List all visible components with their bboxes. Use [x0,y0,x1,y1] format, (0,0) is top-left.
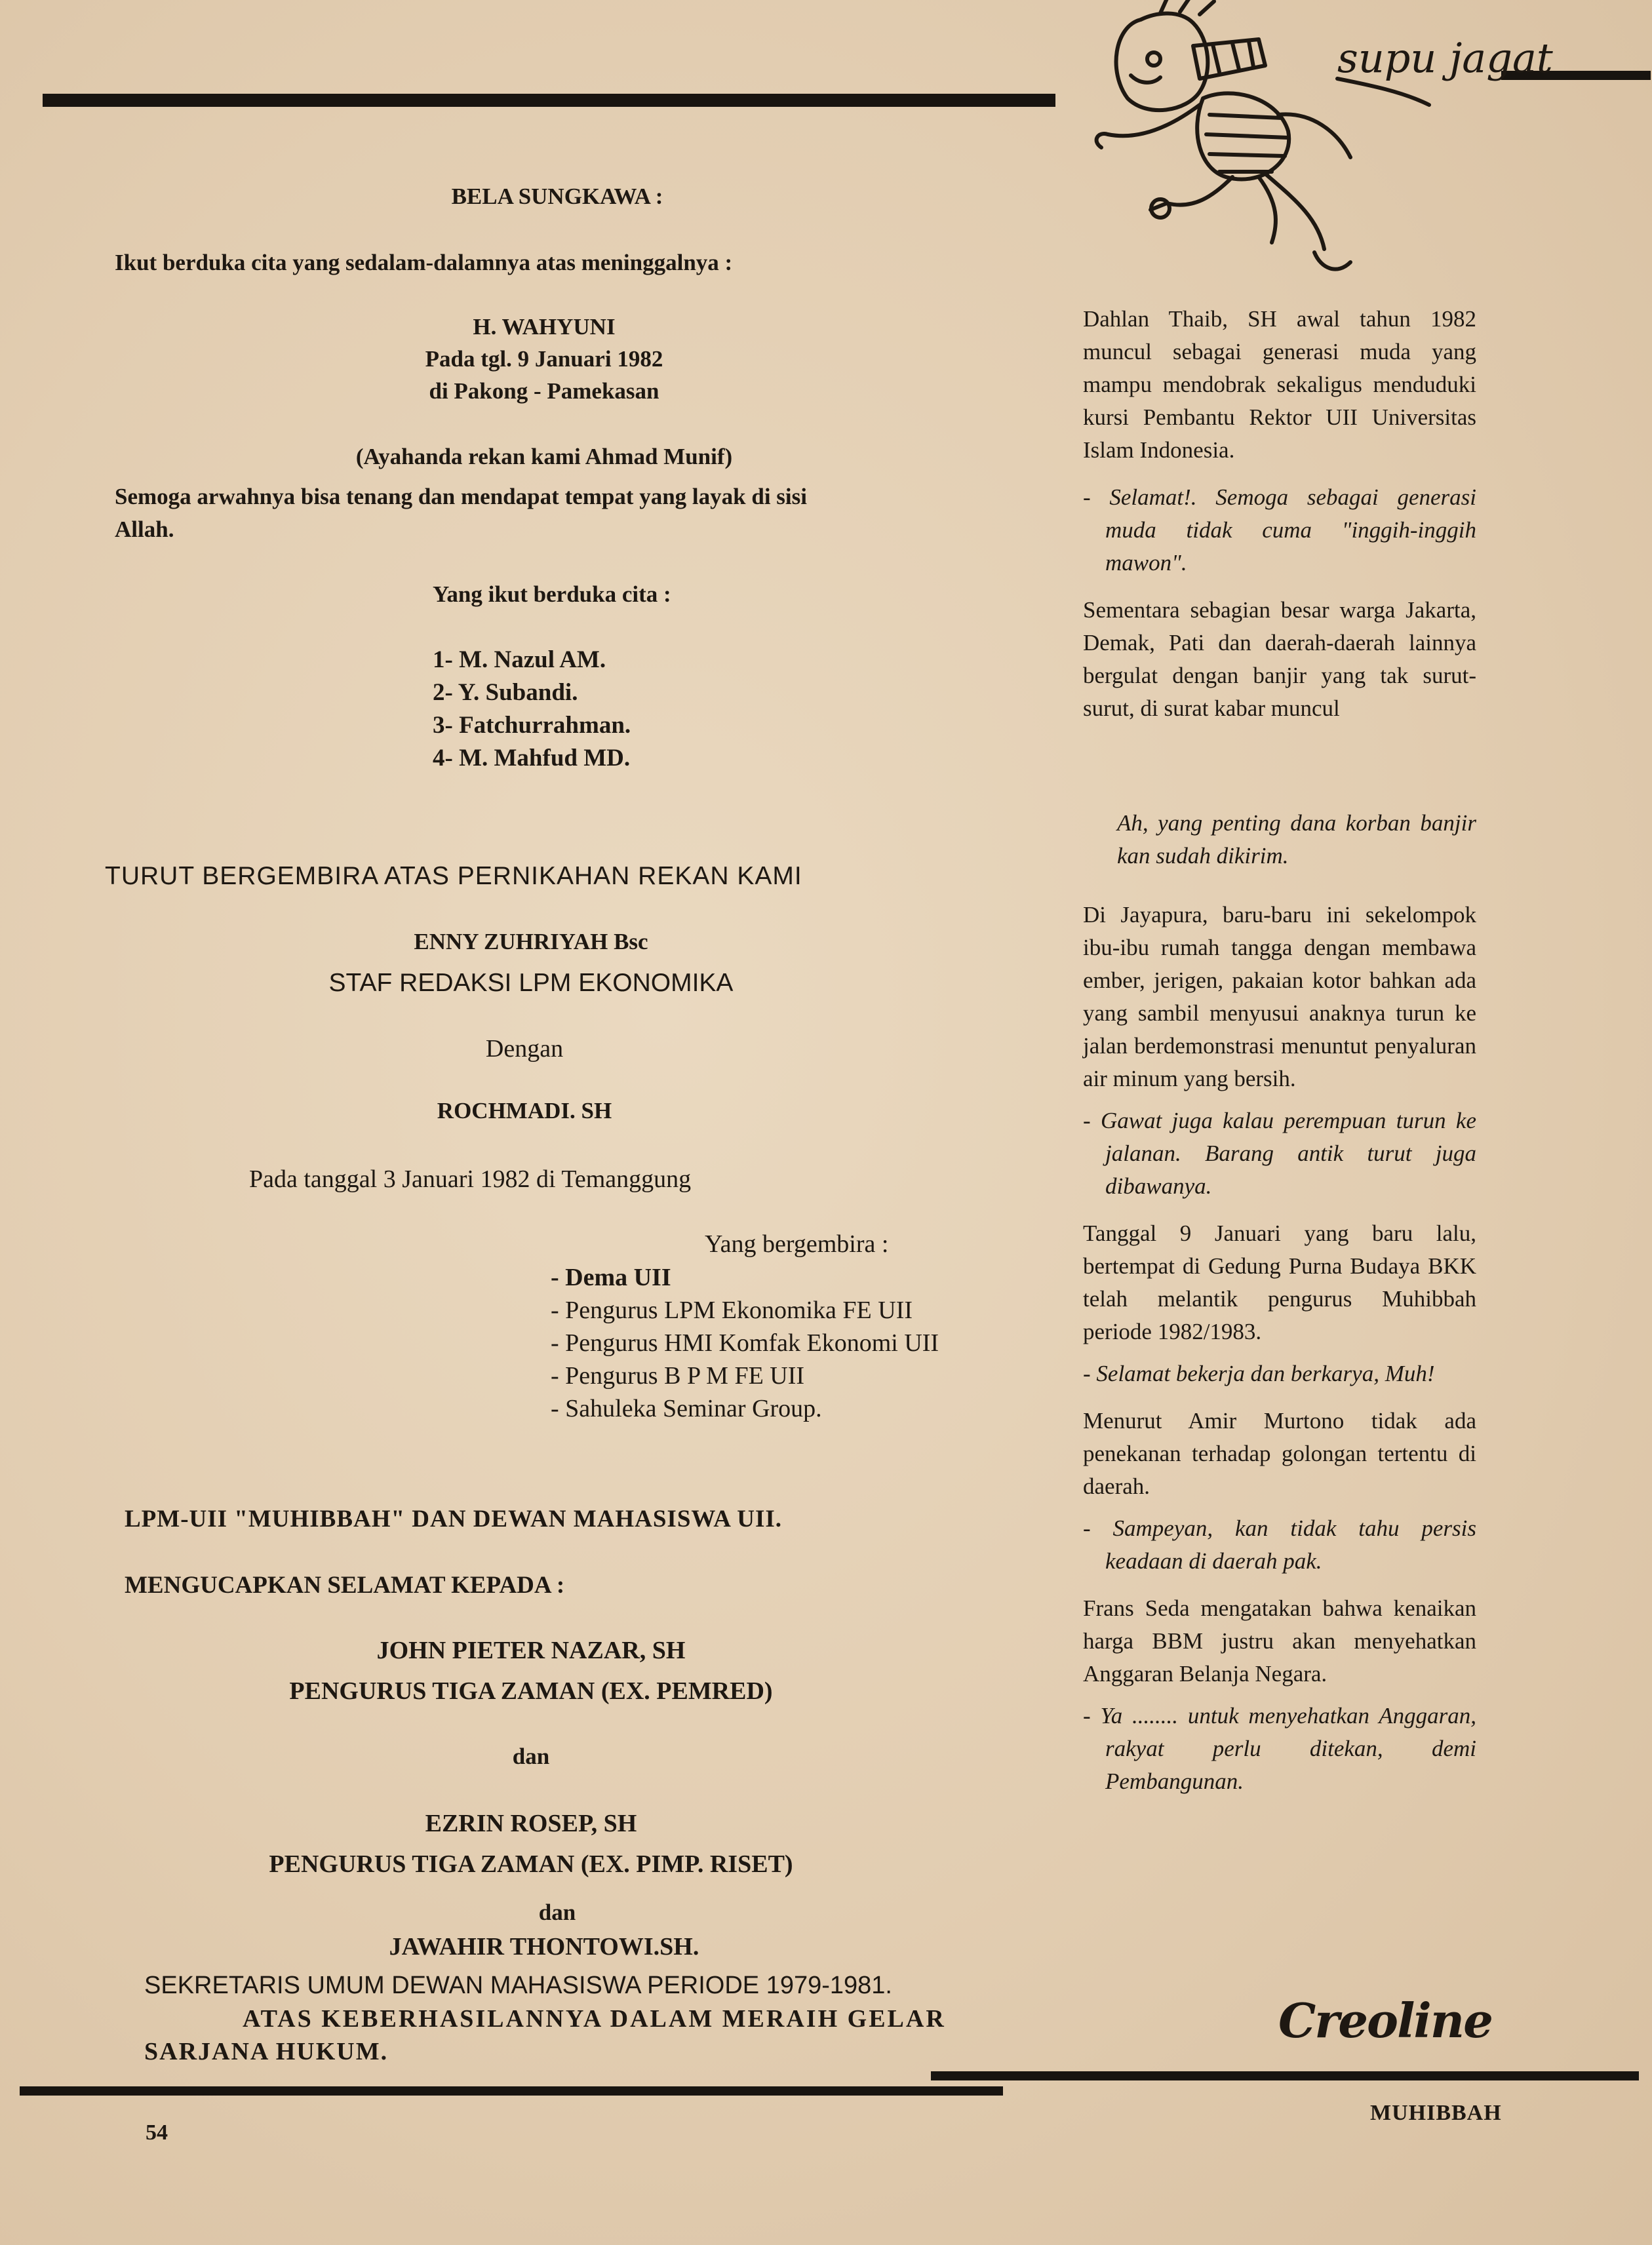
honoree-1-name: JOHN PIETER NAZAR, SH [376,1637,686,1664]
list-item: - Pengurus B P M FE UII [551,1362,805,1390]
prayer-line-2: Allah. [115,517,174,542]
honoree-3-role: SEKRETARIS UMUM DEWAN MAHASISWA PERIODE 1979-1981. [144,1972,892,1999]
bride-role: STAF REDAKSI LPM EKONOMIKA [328,969,734,997]
wedding-date-place: Pada tanggal 3 Januari 1982 di Temanggung [249,1165,692,1193]
well-wishers-title: Yang bergembira : [705,1230,889,1258]
wedding-with: Dengan [485,1035,564,1063]
honoree-2-role: PENGURUS TIGA ZAMAN (EX. PIMP. RISET) [269,1850,793,1878]
congrats-intro: MENGUCAPKAN SELAMAT KEPADA : [125,1572,565,1599]
honoree-2-name: EZRIN ROSEP, SH [425,1810,637,1837]
list-item: - Pengurus LPM Ekonomika FE UII [551,1297,913,1324]
condolence-title: BELA SUNGKAWA : [451,184,663,209]
column-paragraph: Dahlan Thaib, SH awal tahun 1982 muncul sebagai generasi muda yang mampu mendobrak sekaligus menduduki kursi Pembantu Rektor UII Universitas Islam Indonesia. [1083,306,1476,463]
right-column-commentary [1083,303,1476,1812]
column-comment: - Selamat bekerja dan berkarya, Muh! [1083,1361,1435,1386]
honoree-3-name: JAWAHIR THONTOWI.SH. [389,1933,699,1961]
deceased-relation: (Ayahanda rekan kami Ahmad Munif) [355,444,733,469]
wedding-headline: TURUT BERGEMBIRA ATAS PERNIKAHAN REKAN KAMI [105,862,802,890]
deceased-date: Pada tgl. 9 Januari 1982 [425,346,663,372]
page-number: 54 [146,2120,168,2145]
column-signature: Creoline [1278,1993,1492,2048]
list-item: 3- Fatchurrahman. [433,712,631,739]
column-paragraph: Sementara sebagian besar warga Jakarta, Demak, Pati dan daerah-daerah lainnya bergulat dengan banjir yang tak surut-surut, di surat kabar muncul [1083,597,1476,721]
column-paragraph: Menurut Amir Murtono tidak ada penekanan terhadap golongan tertentu di daerah. [1083,1408,1476,1499]
list-item: - Dema UII [551,1264,671,1291]
list-item: 2- Y. Subandi. [433,679,578,706]
column-paragraph: Frans Seda mengatakan bahwa kenaikan harga BBM justru akan menyehatkan Anggaran Belanja Negara. [1083,1595,1476,1687]
honoree-1-role: PENGURUS TIGA ZAMAN (EX. PEMRED) [289,1677,773,1705]
top-rule-left [43,94,1055,107]
groom-name: ROCHMADI. SH [437,1098,612,1123]
congrats-closing-line-1: ATAS KEBERHASILANNYA DALAM MERAIH GELAR [243,2005,946,2033]
deceased-place: di Pakong - Pamekasan [429,378,659,404]
bride-name: ENNY ZUHRIYAH Bsc [414,929,648,954]
magazine-name: MUHIBBAH [1370,2101,1502,2125]
mourners-list [433,644,826,775]
deceased-name: H. WAHYUNI [473,314,616,340]
well-wishers-list [551,1261,1062,1425]
column-comment: - Selamat!. Semoga sebagai generasi muda tidak cuma "inggih-inggih mawon". [1083,484,1476,576]
condolence-intro: Ikut berduka cita yang sedalam-dalamnya atas meninggalnya : [115,250,733,275]
list-item: - Sahuleka Seminar Group. [551,1395,822,1422]
list-item: 4- M. Mahfud MD. [433,745,631,771]
congrats-closing-line-2: SARJANA HUKUM. [144,2038,389,2065]
list-item: 1- M. Nazul AM. [433,646,606,673]
column-comment: - Sampeyan, kan tidak tahu persis keadaan di daerah pak. [1083,1515,1476,1574]
column-paragraph: Di Jayapura, baru-baru ini sekelompok ibu-ibu rumah tangga dengan membawa ember, jerigen, pakaian kotor bahkan ada yang sambil menyusui anaknya turun ke jalan berdemonstrasi menuntut penyaluran air minum yang bersih. [1083,902,1476,1091]
logo-text: supu jagat [1337,34,1553,82]
column-paragraph: Tanggal 9 Januari yang baru lalu, bertempat di Gedung Purna Budaya BKK telah melantik pengurus Muhibbah periode 1982/1983. [1083,1220,1476,1344]
and-1: dan [512,1744,550,1769]
column-comment: Ah, yang penting dana korban banjir kan sudah dikirim. [1117,810,1476,869]
bottom-rule-right [931,2071,1639,2080]
congrats-org-line: LPM-UII "MUHIBBAH" DAN DEWAN MAHASISWA UII. [125,1506,782,1532]
column-comment: - Ya ........ untuk menyehatkan Anggaran, rakyat perlu ditekan, demi Pembangunan. [1083,1703,1476,1794]
column-comment: - Gawat juga kalau perempuan turun ke jalanan. Barang antik turut juga dibawanya. [1083,1108,1476,1199]
bottom-rule-left [20,2086,1003,2096]
list-item: - Pengurus HMI Komfak Ekonomi UII [551,1329,939,1357]
mourners-title: Yang ikut berduka cita : [433,581,671,607]
prayer-line-1: Semoga arwahnya bisa tenang dan mendapat tempat yang layak di sisi [115,484,807,509]
supu-jagat-mascot-illustration [1062,0,1553,292]
and-2: dan [538,1900,576,1925]
